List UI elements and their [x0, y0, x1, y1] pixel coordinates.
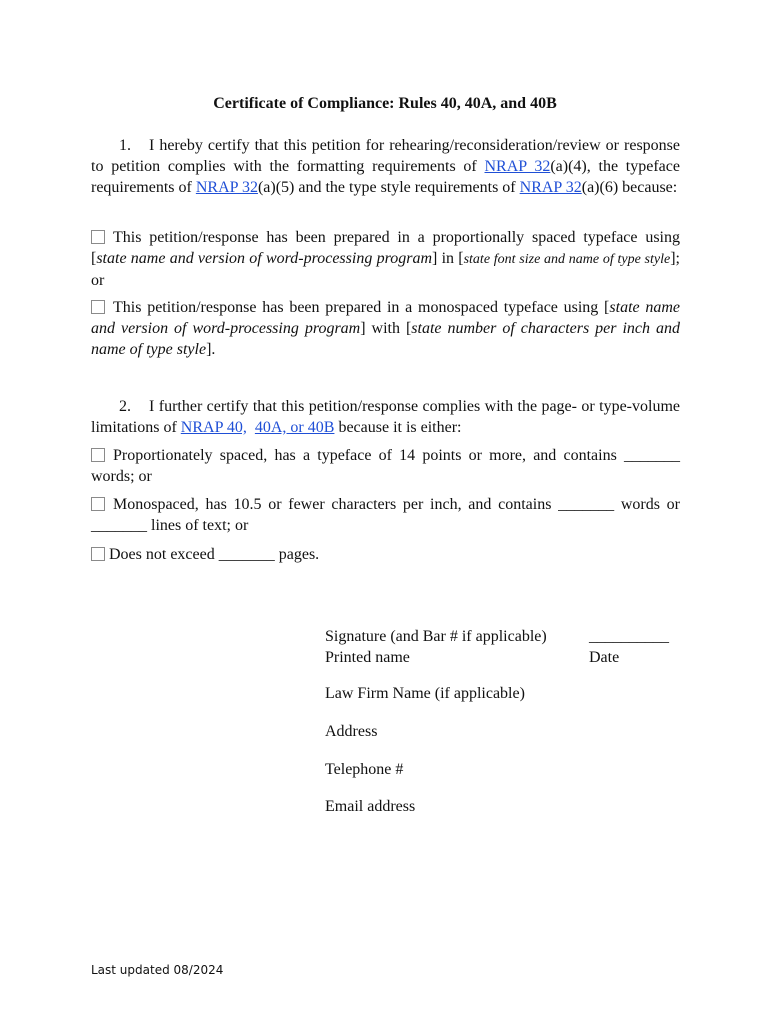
- paragraph-number: 1.: [119, 137, 131, 154]
- monospaced-typeface-checkbox[interactable]: [91, 300, 105, 314]
- certification-paragraph-2: [91, 396, 680, 438]
- signature-blank[interactable]: __________: [589, 628, 669, 645]
- paragraph-text: I hereby certify that this petition for rehearing/reconsideration/review or response to petition complies with the formatting requirements of: [91, 137, 680, 175]
- link-gap: [247, 419, 255, 436]
- option-text: ] with [: [360, 320, 412, 337]
- nrap-32-link[interactable]: NRAP 32: [195, 179, 258, 196]
- paragraph-number: 2.: [119, 398, 131, 415]
- monospaced-limit-checkbox[interactable]: [91, 497, 105, 511]
- option-text: Monospaced, has 10.5 or fewer characters per inch, and contains _______ words or _______ lines of text; or: [91, 496, 680, 534]
- option-text: This petition/response has been prepared in a proportionally spaced typeface using [: [91, 229, 680, 267]
- option-placeholder: state number of characters per inch and name of type style: [91, 320, 681, 358]
- proportional-limit-checkbox[interactable]: [91, 448, 105, 462]
- option-text: ]; or: [91, 250, 680, 289]
- page-limit-checkbox[interactable]: [91, 547, 105, 561]
- monospaced-limit-option: [91, 494, 680, 536]
- option-text: ].: [206, 341, 216, 358]
- signature-label: Signature (and Bar # if applicable): [325, 628, 547, 645]
- date-label: Date: [589, 649, 620, 666]
- option-text: Proportionately spaced, has a typeface of 14 points or more, and contains _______ words; or: [91, 447, 680, 485]
- email-label: Email address: [325, 798, 416, 815]
- address-label: Address: [325, 723, 378, 740]
- nrap-40-link[interactable]: NRAP 40,: [180, 419, 247, 436]
- option-placeholder: state name and version of word-processing program: [96, 250, 432, 267]
- paragraph-text: (a)(5) and the type style requirements of: [257, 179, 520, 196]
- option-text: ] in [: [432, 250, 464, 267]
- paragraph-text: I further certify that this petition/response complies with the page- or type-volume limitations of: [91, 398, 680, 436]
- nrap-32-link[interactable]: NRAP 32: [519, 179, 582, 196]
- option-text: This petition/response has been prepared in a monospaced typeface using [: [113, 299, 610, 316]
- page-title: Certificate of Compliance: Rules 40, 40A, and 40B: [213, 95, 557, 112]
- option-placeholder: state font size and name of type style: [463, 252, 671, 267]
- option-placeholder: state name and version of word-processing program: [91, 299, 681, 337]
- proportional-typeface-option: [91, 227, 680, 291]
- paragraph-text: (a)(4), the typeface requirements of: [91, 158, 680, 196]
- nrap-40a-40b-link[interactable]: 40A, or 40B: [254, 419, 335, 436]
- certification-paragraph-1: [91, 135, 680, 198]
- proportional-limit-option: [91, 445, 680, 487]
- law-firm-label: Law Firm Name (if applicable): [325, 685, 525, 702]
- telephone-label: Telephone #: [325, 761, 404, 778]
- proportional-typeface-checkbox[interactable]: [91, 230, 105, 244]
- last-updated-footer: Last updated 08/2024: [91, 963, 224, 977]
- monospaced-typeface-option: [91, 297, 680, 360]
- printed-name-label: Printed name: [325, 649, 410, 666]
- page-limit-option: [91, 544, 680, 565]
- paragraph-text: (a)(6) because:: [581, 179, 678, 196]
- paragraph-text: because it is either:: [334, 419, 462, 436]
- option-text: Does not exceed _______ pages.: [109, 546, 320, 563]
- nrap-32-link[interactable]: NRAP 32: [484, 158, 551, 175]
